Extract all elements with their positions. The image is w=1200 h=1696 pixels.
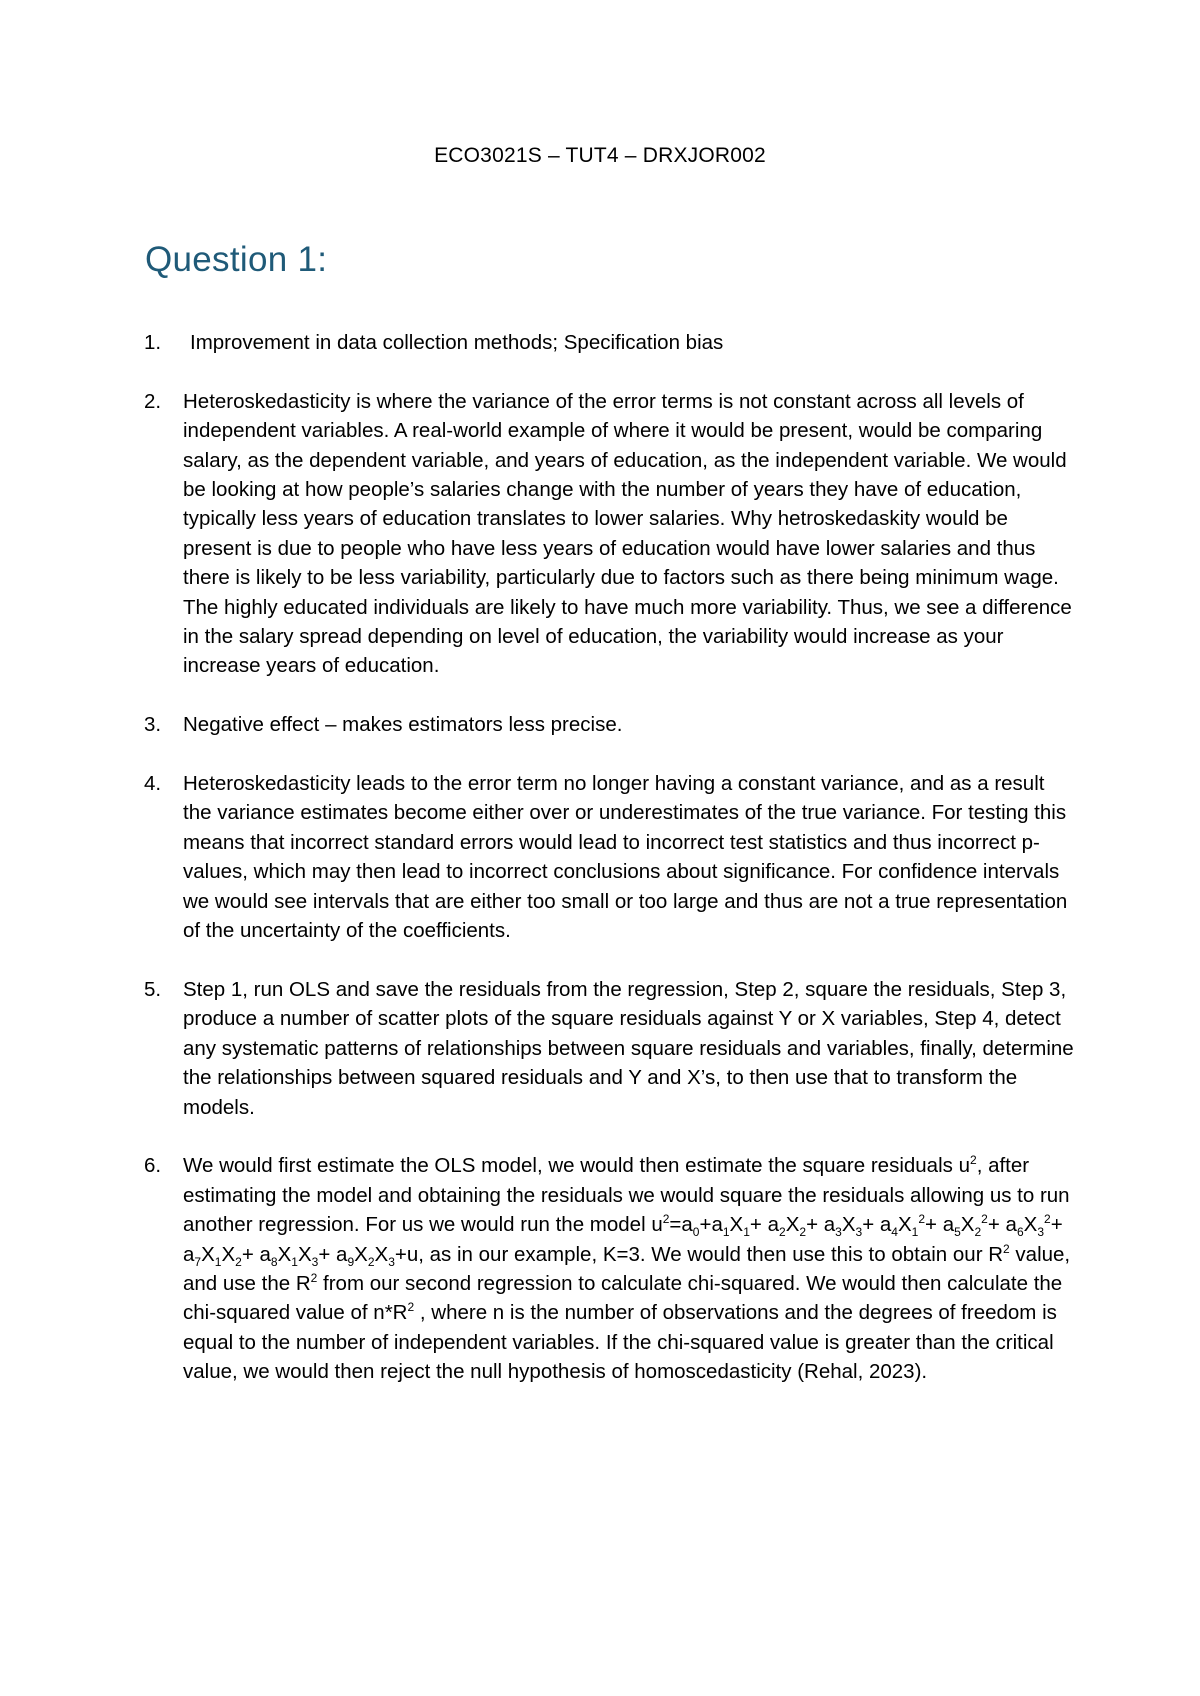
answer-text: Heteroskedasticity is where the variance of the error terms is not constant across all levels of independent variables. A real-world example of where it would be present, would be comparing salary, as the dependent variable, and years of education, as the independent variable. We would be looking at how people’s salaries change with the number of years they have of education, typically less years of education translates to lower salaries. Why hetroskedaskity would be present is due to people who have less years of education would have lower salaries and thus there is likely to be less variability, particularly due to factors such as there being minimum wage. The highly educated individuals are likely to have much more variability. Thus, we see a difference in the salary spread depending on level of education, the variability would increase as your increase years of education.: [183, 389, 1072, 678]
formula-part: + a: [925, 1213, 955, 1237]
subscript: 6: [1016, 1225, 1024, 1240]
formula-part: + a: [749, 1213, 779, 1237]
formula-part: =a: [669, 1213, 693, 1237]
superscript: 2: [1003, 1241, 1010, 1256]
formula-part: X: [897, 1213, 912, 1237]
answer-number: 5.: [144, 977, 162, 1001]
answer-item-1: [144, 328, 1074, 357]
subscript: 0: [692, 1225, 700, 1240]
formula-part: X: [297, 1242, 312, 1266]
question-heading: Question 1:: [145, 240, 328, 279]
subscript: 3: [388, 1254, 395, 1269]
formula-part: X: [960, 1213, 975, 1237]
answer-text-part: from our second regression to calculate chi-squared. We would then calculate the chi-squared value of n*R: [183, 1271, 1063, 1325]
formula-part: X: [374, 1242, 389, 1266]
superscript: 2: [662, 1212, 670, 1227]
answer-number: 1.: [144, 331, 162, 354]
superscript: 2: [981, 1212, 988, 1227]
subscript: 3: [855, 1225, 863, 1240]
formula-part: + a: [318, 1242, 348, 1266]
formula-part: + a: [806, 1213, 836, 1237]
answer-number: 4.: [144, 772, 162, 796]
answer-item-4: [144, 769, 1074, 945]
superscript: 2: [970, 1153, 977, 1168]
subscript: 2: [799, 1225, 807, 1240]
answer-text: Heteroskedasticity leads to the error term no longer having a constant variance, and as a result the variance estimates become either over or underestimates of the true variance. For testing this means that incorrect standard errors would lead to incorrect test statistics and thus incorrect p-values, which may then lead to incorrect conclusions about significance. For confidence intervals we would see intervals that are either too small or too large and thus are not a true representation of the uncertainty of the coefficients.: [183, 772, 1068, 943]
document-title: ECO3021S – TUT4 – DRXJOR002: [434, 144, 766, 167]
subscript: 1: [911, 1225, 919, 1240]
subscript: 3: [835, 1225, 842, 1240]
formula-part: + a: [241, 1242, 271, 1266]
superscript: 2: [918, 1212, 926, 1227]
subscript: 1: [214, 1254, 222, 1269]
answer-number: 6.: [144, 1154, 162, 1178]
answer-item-2: [144, 387, 1074, 681]
formula-part: + a: [862, 1213, 892, 1237]
superscript: 2: [1044, 1212, 1051, 1227]
formula-part: X: [729, 1213, 744, 1237]
answer-text: Improvement in data collection methods; Specification bias: [190, 331, 724, 354]
answer-text-part: We would first estimate the OLS model, we would then estimate the square residuals u: [183, 1154, 970, 1178]
subscript: 2: [974, 1225, 982, 1240]
answer-text-part: , as in our example, K=3. We would then use this to obtain our R: [418, 1242, 1004, 1266]
formula-part: X: [201, 1242, 215, 1266]
answer-text-part: , where n is the number of observations and the degrees of freedom is equal to the number of independent variables. If the chi-squared value is greater than the critical value, we would then reject the null hypothesis of homoscedasticity (Rehal, 2023).: [183, 1301, 1057, 1384]
formula-part: X: [1023, 1213, 1038, 1237]
subscript: 7: [194, 1254, 202, 1269]
subscript: 1: [743, 1225, 750, 1240]
subscript: 2: [367, 1254, 375, 1269]
answer-text: [183, 1151, 1074, 1386]
answer-item-3: [144, 710, 1074, 739]
answer-number: 3.: [144, 713, 162, 737]
formula-part: + a: [183, 1213, 1063, 1266]
subscript: 4: [891, 1225, 898, 1240]
subscript: 3: [1037, 1225, 1044, 1240]
formula-part: X: [221, 1242, 236, 1266]
answer-text: Negative effect – makes estimators less precise.: [183, 713, 623, 737]
answer-text-part: value, and use the R: [183, 1242, 1071, 1295]
formula-part: X: [785, 1213, 800, 1237]
superscript: 2: [407, 1300, 415, 1315]
subscript: 9: [347, 1254, 355, 1269]
formula-part: +u: [394, 1242, 419, 1266]
formula-part: X: [841, 1213, 856, 1237]
subscript: 8: [270, 1254, 278, 1269]
answer-list: [144, 328, 1074, 1416]
formula-part: + a: [987, 1213, 1017, 1237]
subscript: 2: [779, 1225, 786, 1240]
subscript: 2: [235, 1254, 242, 1269]
subscript: 1: [722, 1225, 730, 1240]
answer-text: Step 1, run OLS and save the residuals from the regression, Step 2, square the residuals, Step 3, produce a number of scatter plots of the square residuals against Y or X variables, Step 4, detect any systematic patterns of relationships between square residuals and variables, finally, determine the relationships between squared residuals and Y and X’s, to then use that to transform the models.: [183, 977, 1074, 1119]
formula-part: X: [354, 1242, 368, 1266]
answer-item-6: [144, 1151, 1074, 1386]
subscript: 3: [311, 1254, 319, 1269]
formula-part: +a: [699, 1213, 723, 1237]
answer-number: 2.: [144, 389, 162, 413]
subscript: 5: [954, 1225, 961, 1240]
answer-text-part: , after estimating the model and obtaining the residuals we would square the residuals allowing us to run another regression. For us we would run the model u: [183, 1154, 1070, 1237]
answer-item-5: [144, 975, 1074, 1122]
formula-part: X: [277, 1242, 292, 1266]
superscript: 2: [310, 1271, 318, 1286]
subscript: 1: [291, 1254, 298, 1269]
